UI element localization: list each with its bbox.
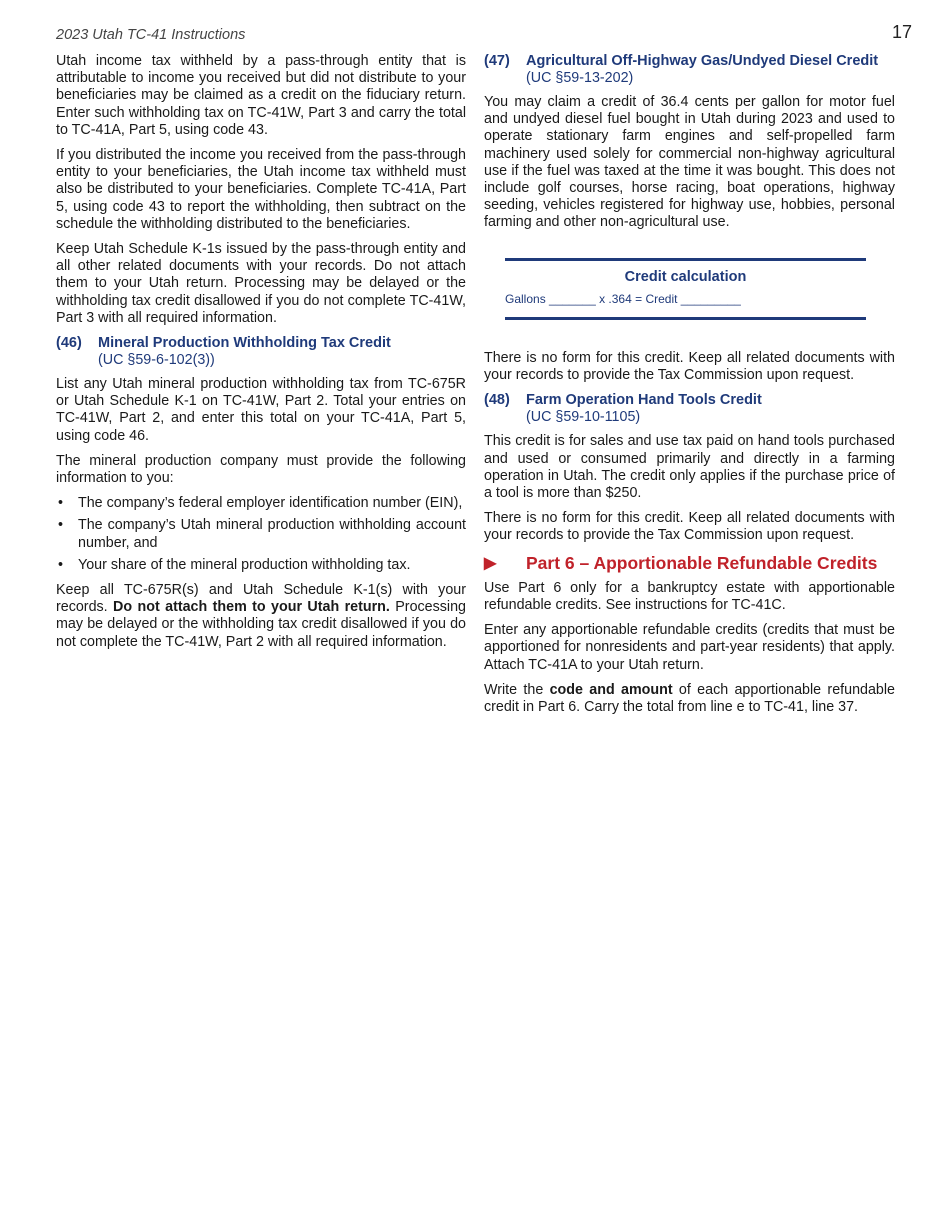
paragraph: There is no form for this credit. Keep all related documents with your records to provide the Tax Commission upon request. <box>484 510 895 544</box>
section-47-heading <box>484 53 895 87</box>
part-title: Part 6 – Apportionable Refundable Credits <box>526 552 878 573</box>
paragraph: List any Utah mineral production withholding tax from TC-675R or Utah Schedule K-1 on TC-41W, Part 2. Total your entries on TC-41W, Part 2, and enter this total on your TC-41A, Part 5, using code 46. <box>56 376 466 444</box>
section-reference: (UC §59-13-202) <box>526 70 634 86</box>
bold-text: Do not attach them to your Utah return. <box>113 599 390 616</box>
section-46-heading <box>56 335 466 369</box>
section-number: (47) <box>484 53 510 69</box>
document-header-title: 2023 Utah TC-41 Instructions <box>56 27 246 43</box>
section-number: (46) <box>56 335 82 352</box>
paragraph: This credit is for sales and use tax paid on hand tools purchased and used or consumed primarily and directly in a farming operation in Utah. The credit only applies if the purchase price of a tool is more than $250. <box>484 433 895 502</box>
paragraph: If you distributed the income you received from the pass-through entity to your beneficiaries, the Utah income tax withheld must also be distributed to your beneficiaries. Complete TC-41A, Part 5, using code 43 to report the withholding, then subtract on the schedule the withholding distributed to the beneficiaries. <box>56 147 466 232</box>
calculation-title: Credit calculation <box>624 268 747 285</box>
section-reference: (UC §59-6-102(3)) <box>98 352 215 369</box>
section-48-heading <box>484 392 895 426</box>
paragraph: Utah income tax withheld by a pass-through entity that is attributable to income you received but did not distribute to your beneficiaries may be claimed as a credit on the fiduciary return. Enter such withholding tax on TC-41W, Part 3 and carry the total to TC-41A, Part 5, using code 43. <box>56 53 466 138</box>
paragraph: The mineral production company must provide the following information to you: <box>56 452 466 487</box>
section-title: Agricultural Off-Highway Gas/Undyed Diesel Credit <box>526 53 879 69</box>
paragraph: There is no form for this credit. Keep all related documents with your records to provide the Tax Commission upon request. <box>484 350 895 384</box>
right-column <box>484 53 895 724</box>
page-number: 17 <box>891 22 912 42</box>
section-number: (48) <box>484 392 510 409</box>
part-6-heading <box>484 552 895 573</box>
text-run: Processing may be delayed or the withholding tax credit disallowed if you do not complete the TC-41W, Part 2 with all required information. <box>56 599 466 650</box>
paragraph: You may claim a credit of 36.4 cents per gallon for motor fuel and undyed diesel fuel bought in Utah during 2023 and used to operate stationary farm engines and self-propelled farm machinery used solely for commercial non-highway agricultural use if the fuel was taxed at the time it was bought. This does not include golf courses, horse racing, boat operations, highway seeding, vehicles registered for highway use, hobbies, personal farming and other non-agricultural use. <box>484 94 895 231</box>
left-column <box>56 53 466 659</box>
play-arrow-icon: ▶ <box>484 554 497 572</box>
paragraph: Keep Utah Schedule K-1s issued by the pass-through entity and all other related documents with your records. Do not attach them to your Utah return. Processing may be delayed or the withholding tax credit disallowed if you do not complete TC-41W, Part 3 with all required information. <box>56 241 466 326</box>
paragraph <box>484 682 895 716</box>
info-bullet-list <box>56 495 466 574</box>
paragraph: Use Part 6 only for a bankruptcy estate with apportionable refundable credits. See instructions for TC-41C. <box>484 579 895 614</box>
paragraph: Enter any apportionable refundable credits (credits that must be apportioned for nonresidents and part-year residents) that apply. Attach TC-41A to your Utah return. <box>484 622 895 673</box>
list-item: • The company’s Utah mineral production withholding account number, and <box>56 517 466 551</box>
section-title: Farm Operation Hand Tools Credit <box>526 392 762 409</box>
section-reference: (UC §59-10-1105) <box>526 409 641 426</box>
text-run: of each apportionable refundable credit in Part 6. Carry the total from line e to TC-41, line 37. <box>484 681 895 716</box>
credit-calculation-box <box>505 258 866 320</box>
section-title: Mineral Production Withholding Tax Credit <box>98 335 391 352</box>
text-run: Keep all TC-675R(s) and Utah Schedule K-1(s) with your records. <box>56 582 466 616</box>
list-item: • The company’s federal employer identification number (EIN), <box>56 495 466 512</box>
paragraph <box>56 582 466 651</box>
calculation-formula: Gallons _______ x .364 = Credit _________ <box>505 291 741 306</box>
text-run: Write the <box>484 681 550 698</box>
bold-text: code and amount <box>549 681 673 698</box>
list-item: • Your share of the mineral production withholding tax. <box>56 557 466 574</box>
